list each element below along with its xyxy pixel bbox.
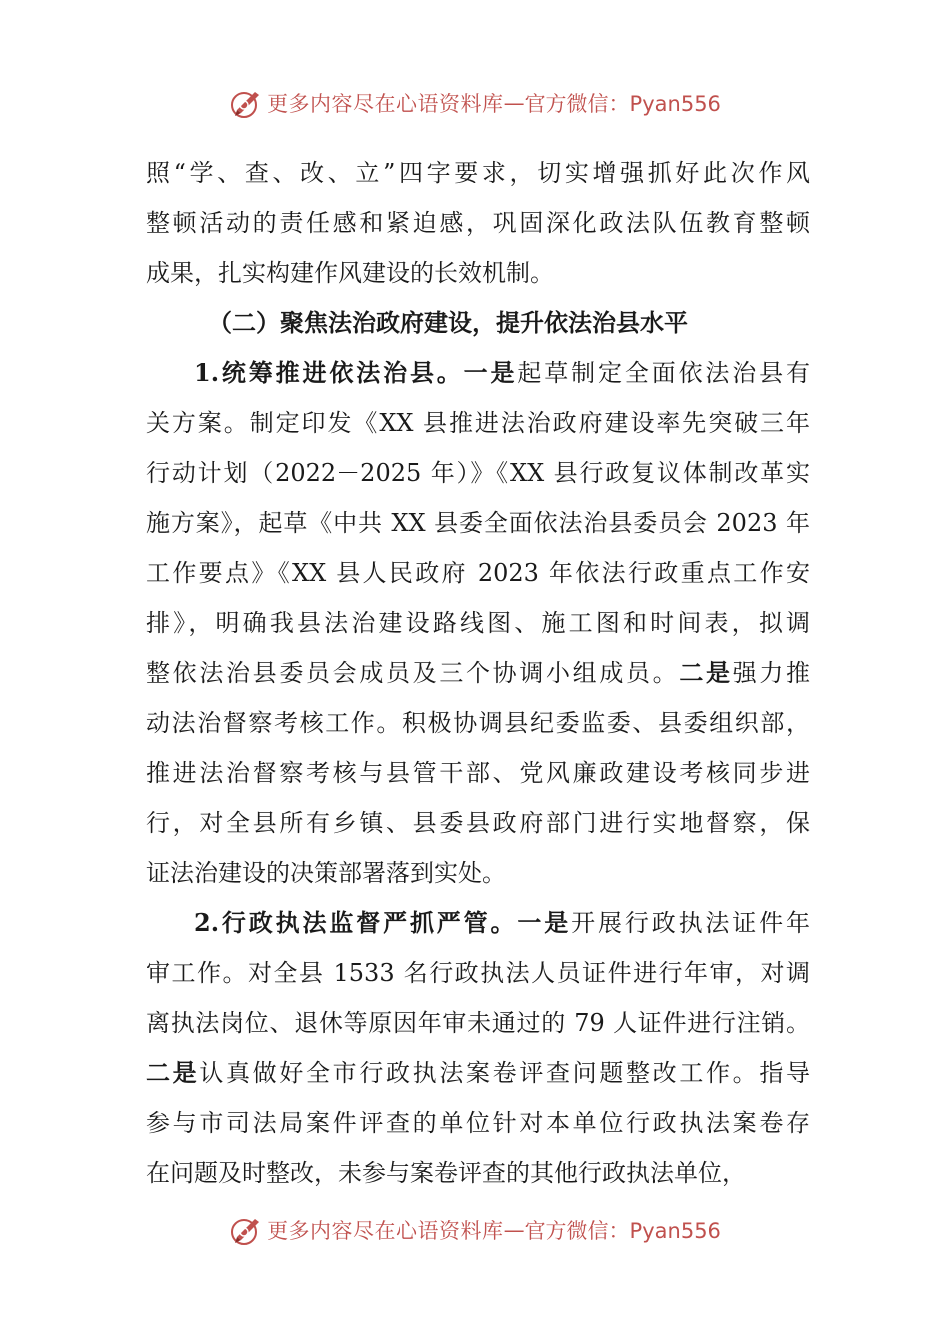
point-marker: 二是 [146, 1058, 200, 1087]
text-line: 推进法治督察考核与县管干部、党风廉政建设考核同步进 [146, 759, 810, 787]
point-marker: 二是 [679, 658, 733, 687]
pen-seal-icon [229, 1213, 263, 1247]
text-line: 排》，明确我县法治建设路线图、施工图和时间表，拟调 [146, 609, 810, 637]
text-span: 整依法治县委员会成员及三个协调小组成员。 [146, 659, 680, 687]
text-line: 在问题及时整改，未参与案卷评查的其他行政执法单位， [146, 1159, 746, 1187]
subsection-title: 1.统筹推进依法治县。 [194, 358, 464, 387]
text-line: 成果，扎实构建作风建设的长效机制。 [146, 259, 554, 287]
text-span: 认真做好全市行政执法案卷评查问题整改工作。指导 [199, 1059, 811, 1087]
text-line: 整顿活动的责任感和紧迫感，巩固深化政法队伍教育整顿 [146, 209, 810, 237]
header-watermark-banner [0, 83, 950, 123]
text-line: 离执法岗位、退休等原因年审未通过的 79 人证件进行注销。 [146, 1009, 810, 1037]
section-heading: （二）聚焦法治政府建设，提升依法治县水平 [208, 308, 688, 337]
text-line: 工作要点》《XX 县人民政府 2023 年依法行政重点工作安 [146, 559, 810, 587]
text-span: 起草制定全面依法治县有 [517, 359, 811, 387]
point-marker: 一是 [463, 358, 518, 387]
banner-separator: — [503, 1218, 525, 1242]
banner-text: 更多内容尽在心语资料库 [267, 1219, 504, 1243]
banner-wechat: 官方微信：Pyan556 [524, 92, 721, 116]
footer-watermark-banner [0, 1210, 950, 1250]
text-line [146, 648, 810, 698]
text-line: 照“学、查、改、立”四字要求，切实增强抓好此次作风 [146, 159, 810, 187]
text-line [146, 898, 810, 948]
text-line [146, 348, 810, 398]
text-span: 强力推 [732, 659, 811, 687]
text-line: 关方案。制定印发《XX 县推进法治政府建设率先突破三年 [146, 409, 810, 437]
banner-separator: — [503, 91, 525, 115]
text-line: 行动计划（2022－2025 年）》《XX 县行政复议体制改革实 [146, 459, 810, 487]
text-line: 动法治督察考核工作。积极协调县纪委监委、县委组织部， [146, 709, 810, 737]
text-line: 参与市司法局案件评查的单位针对本单位行政执法案卷存 [146, 1109, 810, 1137]
text-line: 证法治建设的决策部署落到实处。 [146, 859, 506, 887]
banner-wechat: 官方微信：Pyan556 [524, 1219, 721, 1243]
point-marker: 一是 [517, 908, 572, 937]
text-span: 开展行政执法证件年 [571, 909, 811, 937]
subsection-title: 2.行政执法监督严抓严管。 [194, 908, 518, 937]
text-line: 施方案》，起草《中共 XX 县委全面依法治县委员会 2023 年 [146, 509, 810, 537]
text-line: 行，对全县所有乡镇、县委县政府部门进行实地督察，保 [146, 809, 810, 837]
document-body [146, 148, 810, 1198]
text-line: 审工作。对全县 1533 名行政执法人员证件进行年审，对调 [146, 959, 810, 987]
banner-text: 更多内容尽在心语资料库 [267, 92, 504, 116]
pen-seal-icon [229, 86, 263, 120]
text-line [146, 1048, 810, 1098]
